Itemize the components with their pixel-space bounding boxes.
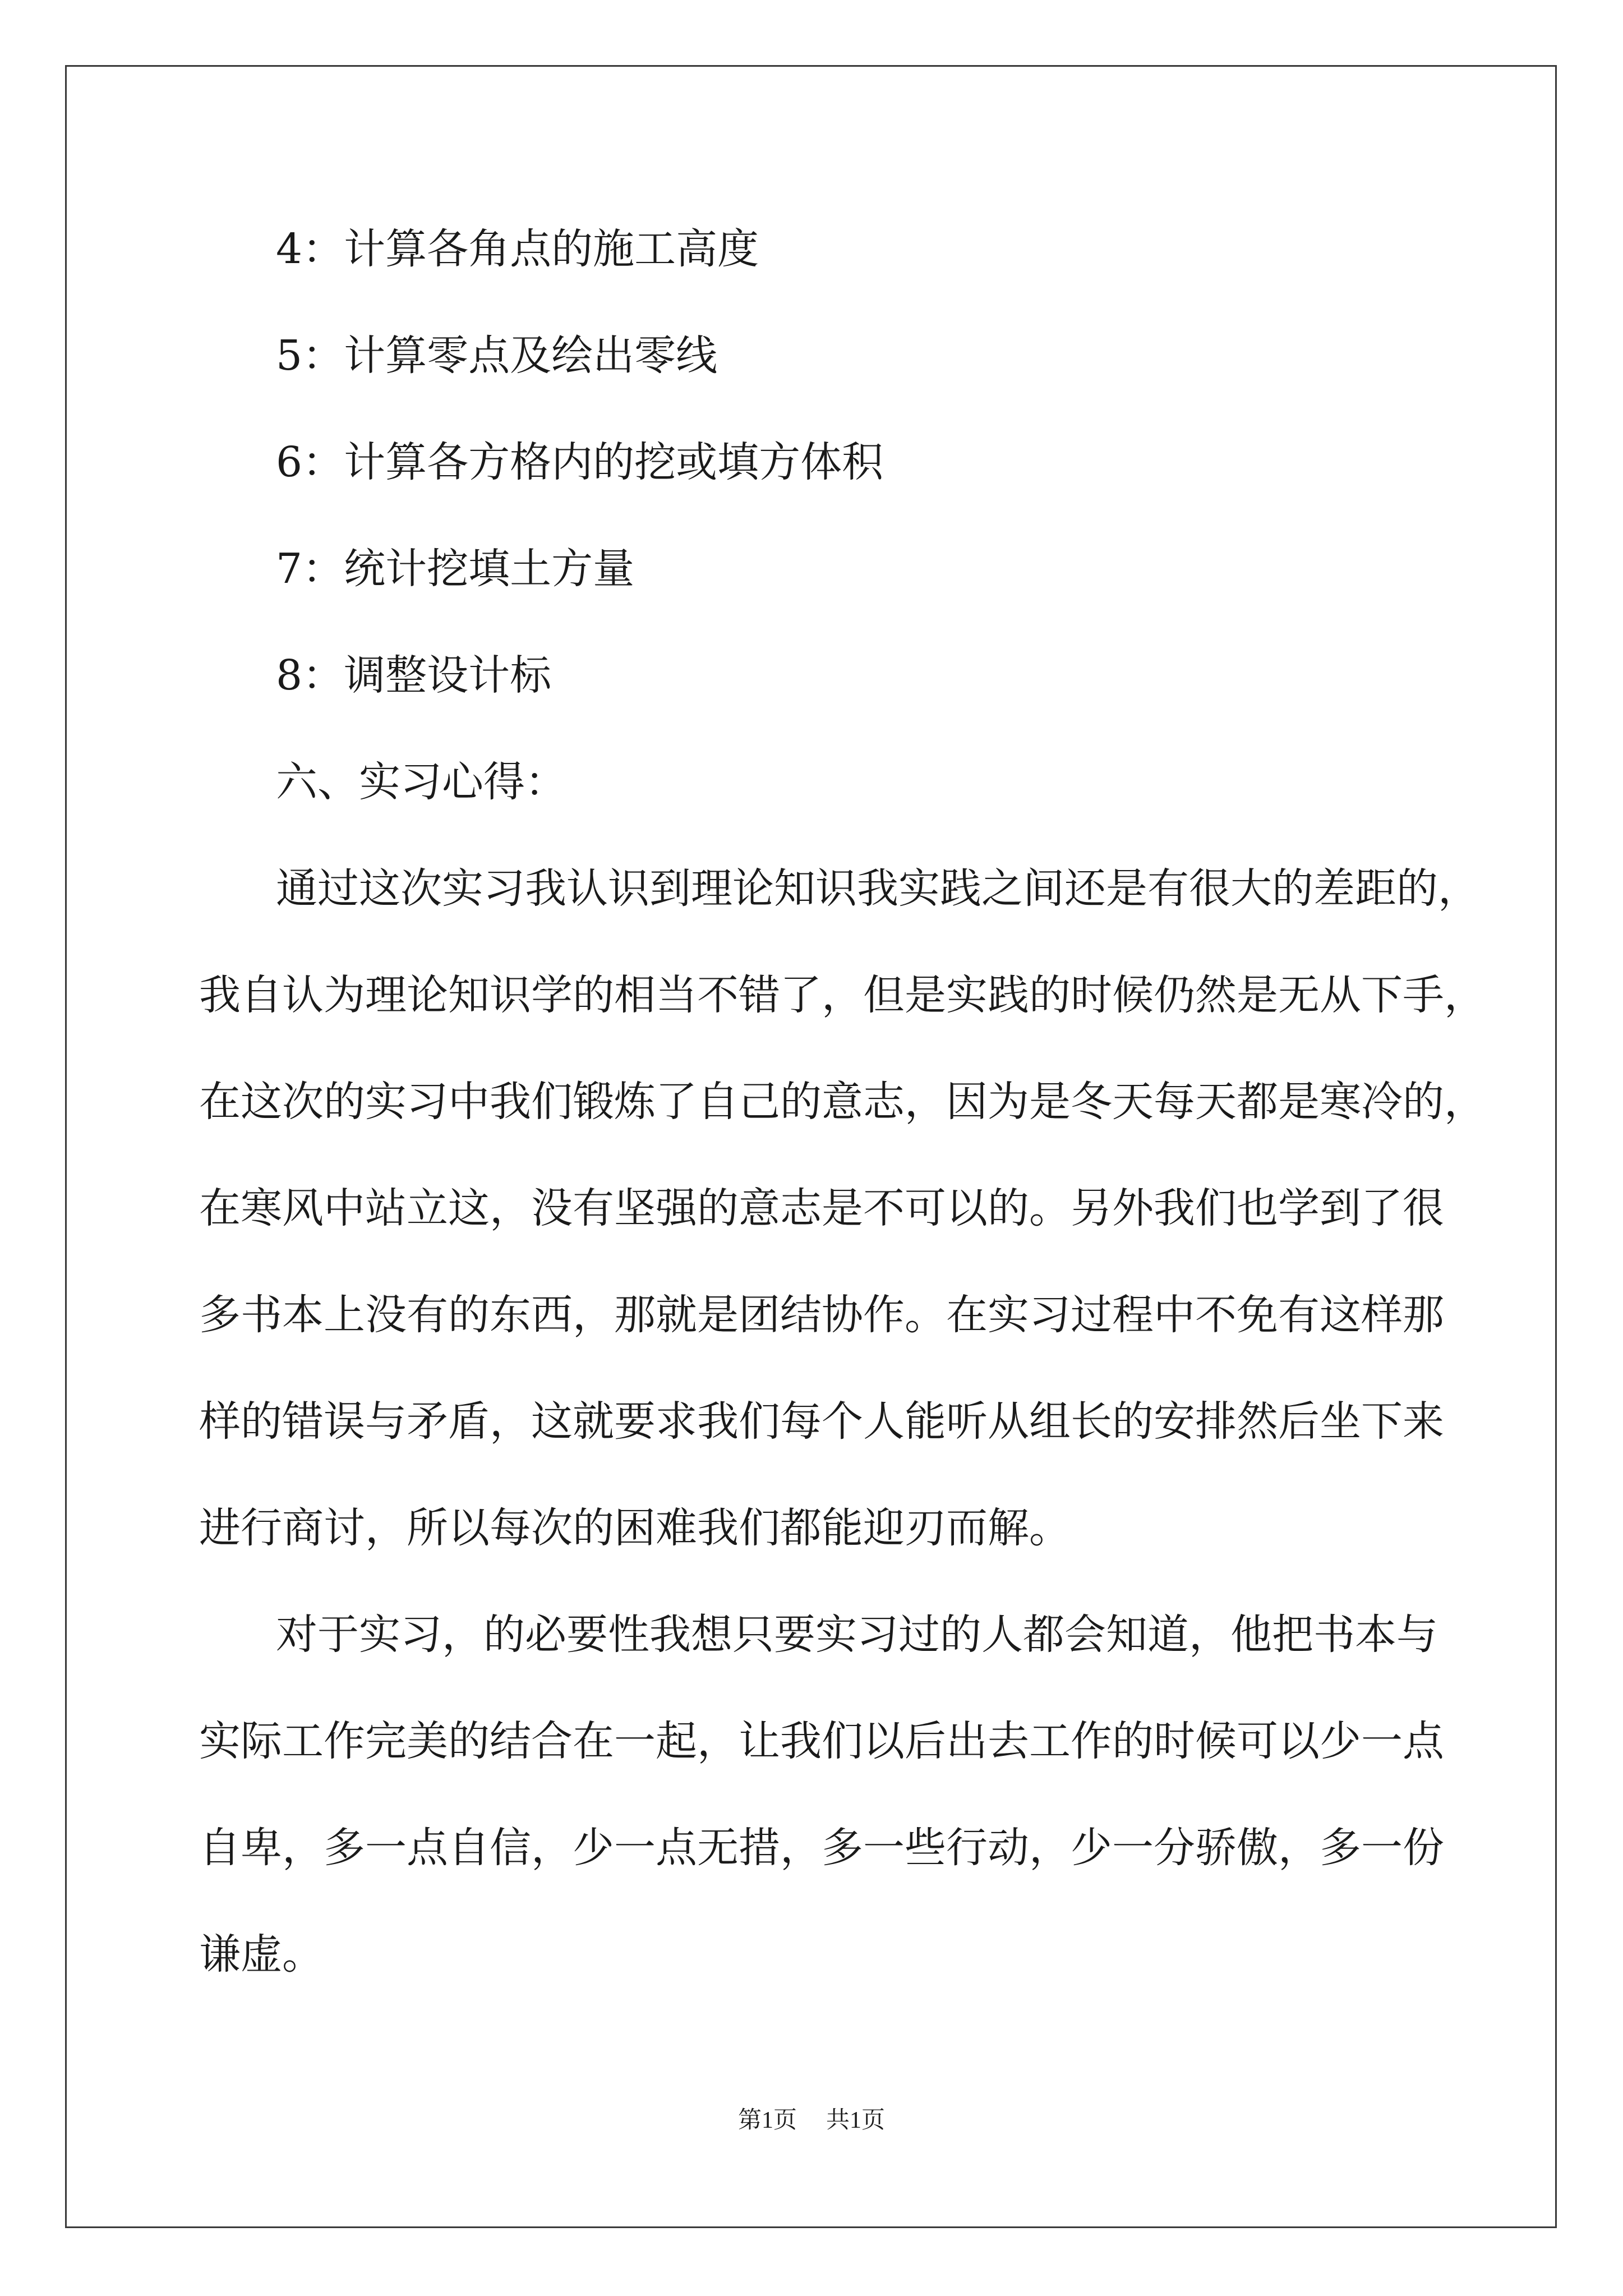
- paragraph-line: 我自认为理论知识学的相当不错了，但是实践的时候仍然是无从下手，: [199, 971, 1486, 1019]
- page-border: [65, 65, 1557, 2228]
- paragraph-line: 在寒风中站立这，没有坚强的意志是不可以的。另外我们也学到了很: [199, 1184, 1444, 1232]
- step-7: 7：统计挖填土方量: [276, 545, 635, 593]
- paragraph-line: 谦虚。: [199, 1930, 324, 1978]
- step-6: 6：计算各方格内的挖或填方体积: [276, 438, 884, 486]
- step-5: 5：计算零点及绘出零线: [276, 332, 718, 380]
- paragraph-line: 多书本上没有的东西，那就是团结协作。在实习过程中不免有这样那: [199, 1291, 1444, 1339]
- paragraph-line: 样的错误与矛盾，这就要求我们每个人能听从组长的安排然后坐下来: [199, 1397, 1444, 1446]
- step-4: 4：计算各角点的施工高度: [276, 225, 759, 273]
- page-number-current: 第1页: [737, 2108, 797, 2133]
- page-footer: [0, 2105, 1623, 2136]
- step-8: 8：调整设计标: [276, 651, 552, 700]
- page-number-total: 共1页: [826, 2108, 886, 2133]
- paragraph-line: 实际工作完美的结合在一起，让我们以后出去工作的时候可以少一点: [199, 1717, 1444, 1765]
- paragraph-line: 通过这次实习我认识到理论知识我实践之间还是有很大的差距的，: [276, 864, 1479, 913]
- section-heading: 六、实习心得：: [276, 758, 566, 806]
- paragraph-line: 进行商讨，所以每次的困难我们都能迎刃而解。: [199, 1504, 1071, 1552]
- paragraph-line: 对于实习，的必要性我想只要实习过的人都会知道，他把书本与: [276, 1611, 1438, 1659]
- paragraph-line: 在这次的实习中我们锻炼了自己的意志，因为是冬天每天都是寒冷的，: [199, 1078, 1486, 1126]
- paragraph-line: 自卑，多一点自信，少一点无措，多一些行动，少一分骄傲，多一份: [199, 1824, 1444, 1872]
